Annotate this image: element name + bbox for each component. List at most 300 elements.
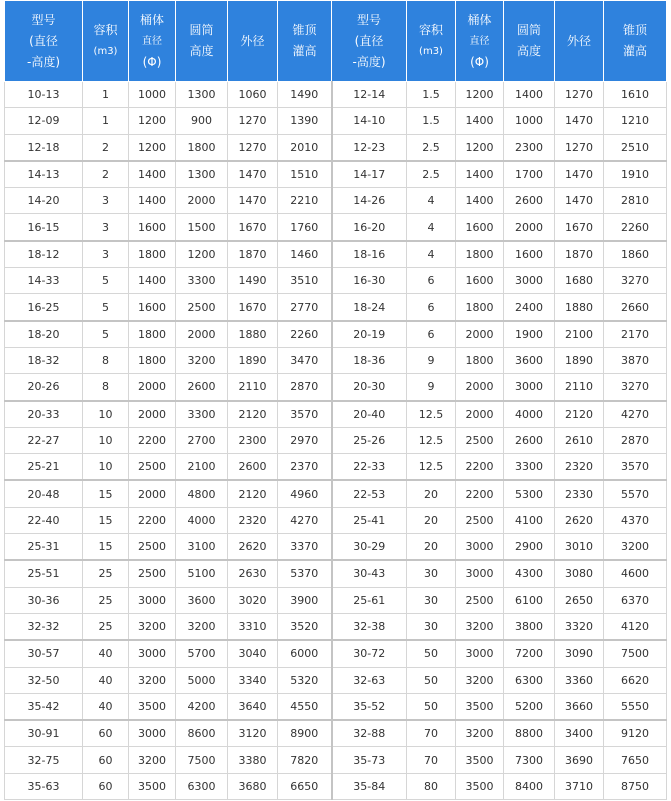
cell-outer-diameter: 1880 xyxy=(228,321,278,348)
cell-barrel-diameter: 1200 xyxy=(456,134,504,161)
cell-cone-top-height: 2660 xyxy=(604,294,667,321)
cell-model: 18-36 xyxy=(332,347,407,373)
cell-cylinder-height: 3100 xyxy=(176,534,228,561)
cell-outer-diameter: 1470 xyxy=(555,188,604,214)
cell-cone-top-height: 5370 xyxy=(278,560,332,587)
cell-outer-diameter: 2120 xyxy=(228,480,278,507)
cell-model: 18-24 xyxy=(332,294,407,321)
cell-volume: 70 xyxy=(407,720,456,747)
cell-outer-diameter: 1470 xyxy=(555,161,604,188)
cell-barrel-diameter: 2200 xyxy=(456,480,504,507)
cell-barrel-diameter: 1200 xyxy=(456,82,504,108)
header-cylinder-height: 圆筒 高度 xyxy=(176,1,228,82)
cell-outer-diameter: 1670 xyxy=(228,294,278,321)
cell-volume: 15 xyxy=(83,507,129,533)
cell-model: 35-52 xyxy=(332,693,407,720)
cell-cylinder-height: 3000 xyxy=(504,268,555,294)
cell-model: 35-63 xyxy=(5,773,83,799)
cell-volume: 50 xyxy=(407,667,456,693)
cell-cylinder-height: 2400 xyxy=(504,294,555,321)
table-row xyxy=(5,82,667,108)
cell-outer-diameter: 3310 xyxy=(228,613,278,640)
cell-model: 14-26 xyxy=(332,188,407,214)
cell-cone-top-height: 7650 xyxy=(604,747,667,773)
cell-barrel-diameter: 3200 xyxy=(129,667,176,693)
cell-model: 20-19 xyxy=(332,321,407,348)
cell-volume: 10 xyxy=(83,401,129,428)
cell-cone-top-height: 4960 xyxy=(278,480,332,507)
cell-model: 20-40 xyxy=(332,401,407,428)
cell-cylinder-height: 900 xyxy=(176,108,228,134)
cell-cone-top-height: 6000 xyxy=(278,640,332,667)
cell-cone-top-height: 2970 xyxy=(278,427,332,453)
cell-volume: 40 xyxy=(83,640,129,667)
cell-volume: 8 xyxy=(83,374,129,401)
cell-model: 20-30 xyxy=(332,374,407,401)
cell-volume: 15 xyxy=(83,480,129,507)
cell-barrel-diameter: 3500 xyxy=(456,773,504,799)
cell-model: 18-20 xyxy=(5,321,83,348)
cell-cylinder-height: 1700 xyxy=(504,161,555,188)
cell-barrel-diameter: 2000 xyxy=(456,401,504,428)
cell-cylinder-height: 2700 xyxy=(176,427,228,453)
cell-outer-diameter: 1470 xyxy=(228,161,278,188)
cell-volume: 3 xyxy=(83,188,129,214)
cell-model: 20-48 xyxy=(5,480,83,507)
cell-model: 22-33 xyxy=(332,454,407,481)
cell-outer-diameter: 3360 xyxy=(555,667,604,693)
cell-cylinder-height: 7500 xyxy=(176,747,228,773)
cell-barrel-diameter: 3200 xyxy=(456,667,504,693)
cell-cone-top-height: 6370 xyxy=(604,587,667,613)
table-row xyxy=(5,188,667,214)
cell-model: 25-31 xyxy=(5,534,83,561)
cell-cone-top-height: 3510 xyxy=(278,268,332,294)
cell-barrel-diameter: 1200 xyxy=(129,134,176,161)
cell-barrel-diameter: 1400 xyxy=(129,161,176,188)
cell-model: 12-14 xyxy=(332,82,407,108)
cell-cone-top-height: 4600 xyxy=(604,560,667,587)
cell-cone-top-height: 4270 xyxy=(604,401,667,428)
cell-cylinder-height: 1300 xyxy=(176,82,228,108)
header-barrel-diameter: 桶体 直径 (Φ) xyxy=(129,1,176,82)
table-row xyxy=(5,587,667,613)
cell-model: 18-12 xyxy=(5,241,83,268)
cell-barrel-diameter: 1400 xyxy=(456,108,504,134)
cell-cylinder-height: 5000 xyxy=(176,667,228,693)
table-row xyxy=(5,720,667,747)
cell-outer-diameter: 2320 xyxy=(555,454,604,481)
cell-outer-diameter: 2110 xyxy=(555,374,604,401)
cell-model: 30-91 xyxy=(5,720,83,747)
cell-barrel-diameter: 2000 xyxy=(129,480,176,507)
cell-cone-top-height: 1210 xyxy=(604,108,667,134)
cell-cone-top-height: 3900 xyxy=(278,587,332,613)
table-row xyxy=(5,773,667,799)
cell-barrel-diameter: 2200 xyxy=(456,454,504,481)
cell-outer-diameter: 1670 xyxy=(555,214,604,241)
cell-model: 25-51 xyxy=(5,560,83,587)
cell-volume: 20 xyxy=(407,480,456,507)
cell-model: 25-61 xyxy=(332,587,407,613)
table-row xyxy=(5,241,667,268)
cell-model: 32-50 xyxy=(5,667,83,693)
cell-volume: 30 xyxy=(407,560,456,587)
cell-cylinder-height: 8400 xyxy=(504,773,555,799)
cell-barrel-diameter: 2000 xyxy=(129,401,176,428)
cell-cylinder-height: 4800 xyxy=(176,480,228,507)
cell-cone-top-height: 6650 xyxy=(278,773,332,799)
cell-outer-diameter: 3660 xyxy=(555,693,604,720)
cell-volume: 25 xyxy=(83,613,129,640)
cell-cone-top-height: 5570 xyxy=(604,480,667,507)
cell-cone-top-height: 2170 xyxy=(604,321,667,348)
cell-cylinder-height: 1400 xyxy=(504,82,555,108)
cell-cone-top-height: 4120 xyxy=(604,613,667,640)
cell-cylinder-height: 7300 xyxy=(504,747,555,773)
cell-cylinder-height: 3300 xyxy=(176,401,228,428)
cell-volume: 50 xyxy=(407,640,456,667)
cell-volume: 12.5 xyxy=(407,454,456,481)
cell-volume: 2 xyxy=(83,134,129,161)
table-row xyxy=(5,480,667,507)
cell-volume: 1 xyxy=(83,108,129,134)
cell-cone-top-height: 3470 xyxy=(278,347,332,373)
cell-barrel-diameter: 3200 xyxy=(456,613,504,640)
cell-volume: 25 xyxy=(83,587,129,613)
cell-model: 18-16 xyxy=(332,241,407,268)
cell-model: 25-21 xyxy=(5,454,83,481)
cell-cylinder-height: 2000 xyxy=(176,321,228,348)
cell-barrel-diameter: 2000 xyxy=(129,374,176,401)
cell-barrel-diameter: 3000 xyxy=(456,640,504,667)
cell-cylinder-height: 1000 xyxy=(504,108,555,134)
cell-barrel-diameter: 2500 xyxy=(129,534,176,561)
table-row xyxy=(5,161,667,188)
cell-outer-diameter: 3010 xyxy=(555,534,604,561)
cell-cylinder-height: 5100 xyxy=(176,560,228,587)
cell-cone-top-height: 2870 xyxy=(604,427,667,453)
cell-cylinder-height: 3200 xyxy=(176,613,228,640)
cell-volume: 2.5 xyxy=(407,161,456,188)
cell-cylinder-height: 6300 xyxy=(176,773,228,799)
cell-outer-diameter: 1670 xyxy=(228,214,278,241)
cell-volume: 50 xyxy=(407,693,456,720)
cell-outer-diameter: 3380 xyxy=(228,747,278,773)
cell-volume: 3 xyxy=(83,214,129,241)
cell-cylinder-height: 3600 xyxy=(176,587,228,613)
cell-model: 35-73 xyxy=(332,747,407,773)
cell-outer-diameter: 3040 xyxy=(228,640,278,667)
cell-cone-top-height: 1760 xyxy=(278,214,332,241)
cell-cone-top-height: 3370 xyxy=(278,534,332,561)
header-barrel-diameter: 桶体 直径 (Φ) xyxy=(456,1,504,82)
table-row xyxy=(5,321,667,348)
cell-barrel-diameter: 2500 xyxy=(456,587,504,613)
cell-model: 30-36 xyxy=(5,587,83,613)
cell-barrel-diameter: 1800 xyxy=(129,347,176,373)
cell-barrel-diameter: 1600 xyxy=(456,214,504,241)
cell-model: 35-84 xyxy=(332,773,407,799)
cell-model: 14-13 xyxy=(5,161,83,188)
cell-barrel-diameter: 1800 xyxy=(456,294,504,321)
cell-volume: 12.5 xyxy=(407,401,456,428)
cell-cone-top-height: 3270 xyxy=(604,374,667,401)
cell-model: 16-25 xyxy=(5,294,83,321)
cell-barrel-diameter: 3500 xyxy=(129,693,176,720)
cell-model: 30-43 xyxy=(332,560,407,587)
cell-model: 22-27 xyxy=(5,427,83,453)
cell-model: 30-57 xyxy=(5,640,83,667)
cell-outer-diameter: 2320 xyxy=(228,507,278,533)
cell-volume: 5 xyxy=(83,268,129,294)
cell-cylinder-height: 2000 xyxy=(176,188,228,214)
cell-volume: 40 xyxy=(83,693,129,720)
cell-model: 16-20 xyxy=(332,214,407,241)
cell-cone-top-height: 1860 xyxy=(604,241,667,268)
cell-barrel-diameter: 3000 xyxy=(129,640,176,667)
cell-cylinder-height: 2900 xyxy=(504,534,555,561)
cell-cone-top-height: 2010 xyxy=(278,134,332,161)
cell-outer-diameter: 2100 xyxy=(555,321,604,348)
cell-barrel-diameter: 3500 xyxy=(129,773,176,799)
cell-outer-diameter: 1270 xyxy=(555,134,604,161)
cell-barrel-diameter: 3000 xyxy=(456,534,504,561)
cell-volume: 5 xyxy=(83,321,129,348)
cell-barrel-diameter: 2200 xyxy=(129,507,176,533)
cell-outer-diameter: 3400 xyxy=(555,720,604,747)
cell-outer-diameter: 3680 xyxy=(228,773,278,799)
table-row xyxy=(5,347,667,373)
cell-model: 14-20 xyxy=(5,188,83,214)
cell-volume: 6 xyxy=(407,268,456,294)
cell-cone-top-height: 2810 xyxy=(604,188,667,214)
table-row xyxy=(5,214,667,241)
cell-model: 20-26 xyxy=(5,374,83,401)
cell-volume: 20 xyxy=(407,534,456,561)
cell-barrel-diameter: 3500 xyxy=(456,747,504,773)
table-row xyxy=(5,294,667,321)
cell-model: 25-41 xyxy=(332,507,407,533)
header-row xyxy=(5,1,667,82)
cell-volume: 10 xyxy=(83,427,129,453)
table-row xyxy=(5,560,667,587)
cell-outer-diameter: 3640 xyxy=(228,693,278,720)
cell-barrel-diameter: 2500 xyxy=(456,507,504,533)
header-cone-top-height: 锥顶 灌高 xyxy=(604,1,667,82)
cell-outer-diameter: 1870 xyxy=(228,241,278,268)
cell-outer-diameter: 1270 xyxy=(555,82,604,108)
cell-barrel-diameter: 1800 xyxy=(456,241,504,268)
cell-outer-diameter: 2120 xyxy=(228,401,278,428)
cell-cone-top-height: 6620 xyxy=(604,667,667,693)
cell-barrel-diameter: 1200 xyxy=(129,108,176,134)
cell-outer-diameter: 1470 xyxy=(228,188,278,214)
cell-cone-top-height: 2260 xyxy=(604,214,667,241)
cell-barrel-diameter: 3000 xyxy=(129,587,176,613)
cell-cone-top-height: 2370 xyxy=(278,454,332,481)
cell-cylinder-height: 4000 xyxy=(176,507,228,533)
cell-volume: 70 xyxy=(407,747,456,773)
cell-cone-top-height: 9120 xyxy=(604,720,667,747)
cell-cone-top-height: 1610 xyxy=(604,82,667,108)
cell-model: 32-75 xyxy=(5,747,83,773)
cell-volume: 30 xyxy=(407,587,456,613)
cell-cylinder-height: 2600 xyxy=(176,374,228,401)
cell-model: 20-33 xyxy=(5,401,83,428)
table-row xyxy=(5,108,667,134)
cell-cylinder-height: 4300 xyxy=(504,560,555,587)
cell-cone-top-height: 1460 xyxy=(278,241,332,268)
cell-outer-diameter: 1870 xyxy=(555,241,604,268)
cell-model: 18-32 xyxy=(5,347,83,373)
cell-model: 12-18 xyxy=(5,134,83,161)
cell-outer-diameter: 3080 xyxy=(555,560,604,587)
cell-barrel-diameter: 1400 xyxy=(129,188,176,214)
cell-cone-top-height: 2510 xyxy=(604,134,667,161)
cell-barrel-diameter: 3000 xyxy=(129,720,176,747)
cell-outer-diameter: 2300 xyxy=(228,427,278,453)
cell-cone-top-height: 2210 xyxy=(278,188,332,214)
cell-cone-top-height: 3570 xyxy=(604,454,667,481)
cell-cone-top-height: 7500 xyxy=(604,640,667,667)
cell-volume: 9 xyxy=(407,347,456,373)
cell-outer-diameter: 3690 xyxy=(555,747,604,773)
table-row xyxy=(5,613,667,640)
cell-cylinder-height: 3300 xyxy=(176,268,228,294)
cell-model: 32-38 xyxy=(332,613,407,640)
cell-cylinder-height: 2100 xyxy=(176,454,228,481)
cell-outer-diameter: 1880 xyxy=(555,294,604,321)
cell-outer-diameter: 1490 xyxy=(228,268,278,294)
cell-outer-diameter: 2620 xyxy=(228,534,278,561)
cell-barrel-diameter: 2200 xyxy=(129,427,176,453)
header-outer-diameter: 外径 xyxy=(228,1,278,82)
cell-cone-top-height: 1910 xyxy=(604,161,667,188)
cell-cone-top-height: 4370 xyxy=(604,507,667,533)
cell-outer-diameter: 3090 xyxy=(555,640,604,667)
cell-volume: 60 xyxy=(83,773,129,799)
cell-model: 12-09 xyxy=(5,108,83,134)
cell-outer-diameter: 1270 xyxy=(228,134,278,161)
cell-cone-top-height: 1390 xyxy=(278,108,332,134)
cell-volume: 60 xyxy=(83,720,129,747)
cell-outer-diameter: 1890 xyxy=(228,347,278,373)
cell-cylinder-height: 3000 xyxy=(504,374,555,401)
table-row xyxy=(5,374,667,401)
cell-cone-top-height: 3270 xyxy=(604,268,667,294)
cell-volume: 30 xyxy=(407,613,456,640)
cell-barrel-diameter: 2500 xyxy=(129,560,176,587)
cell-model: 30-72 xyxy=(332,640,407,667)
cell-cylinder-height: 2500 xyxy=(176,294,228,321)
table-row xyxy=(5,401,667,428)
table-row xyxy=(5,427,667,453)
cell-barrel-diameter: 1000 xyxy=(129,82,176,108)
cell-volume: 8 xyxy=(83,347,129,373)
cell-outer-diameter: 3320 xyxy=(555,613,604,640)
cell-cylinder-height: 5700 xyxy=(176,640,228,667)
cell-cylinder-height: 2600 xyxy=(504,427,555,453)
cell-volume: 9 xyxy=(407,374,456,401)
cell-cylinder-height: 2000 xyxy=(504,214,555,241)
header-cone-top-height: 锥顶 灌高 xyxy=(278,1,332,82)
cell-barrel-diameter: 3500 xyxy=(456,693,504,720)
cell-volume: 6 xyxy=(407,294,456,321)
cell-cylinder-height: 3300 xyxy=(504,454,555,481)
cell-cylinder-height: 1900 xyxy=(504,321,555,348)
cell-cylinder-height: 4000 xyxy=(504,401,555,428)
header-model: 型号 (直径 -高度) xyxy=(332,1,407,82)
cell-barrel-diameter: 3200 xyxy=(129,747,176,773)
header-model: 型号 (直径 -高度) xyxy=(5,1,83,82)
cell-cylinder-height: 1300 xyxy=(176,161,228,188)
cell-cone-top-height: 1510 xyxy=(278,161,332,188)
cell-cone-top-height: 3870 xyxy=(604,347,667,373)
cell-model: 10-13 xyxy=(5,82,83,108)
cell-cylinder-height: 4100 xyxy=(504,507,555,533)
table-row xyxy=(5,507,667,533)
table-row xyxy=(5,454,667,481)
cell-barrel-diameter: 1800 xyxy=(129,241,176,268)
cell-cylinder-height: 1200 xyxy=(176,241,228,268)
cell-outer-diameter: 1890 xyxy=(555,347,604,373)
cell-model: 14-17 xyxy=(332,161,407,188)
header-volume: 容积 (m3) xyxy=(407,1,456,82)
cell-volume: 1.5 xyxy=(407,82,456,108)
table-row xyxy=(5,640,667,667)
cell-outer-diameter: 3120 xyxy=(228,720,278,747)
cell-cylinder-height: 2600 xyxy=(504,188,555,214)
cell-cylinder-height: 1800 xyxy=(176,134,228,161)
cell-barrel-diameter: 3200 xyxy=(129,613,176,640)
cell-barrel-diameter: 3200 xyxy=(456,720,504,747)
cell-outer-diameter: 2630 xyxy=(228,560,278,587)
cell-cylinder-height: 5300 xyxy=(504,480,555,507)
cell-barrel-diameter: 1800 xyxy=(129,321,176,348)
cell-outer-diameter: 3340 xyxy=(228,667,278,693)
cell-cone-top-height: 3200 xyxy=(604,534,667,561)
cell-model: 22-53 xyxy=(332,480,407,507)
cell-barrel-diameter: 2000 xyxy=(456,374,504,401)
cell-cylinder-height: 8800 xyxy=(504,720,555,747)
header-outer-diameter: 外径 xyxy=(555,1,604,82)
cell-outer-diameter: 3020 xyxy=(228,587,278,613)
cell-model: 16-30 xyxy=(332,268,407,294)
table-row xyxy=(5,747,667,773)
cell-barrel-diameter: 1400 xyxy=(129,268,176,294)
cell-outer-diameter: 2110 xyxy=(228,374,278,401)
cell-barrel-diameter: 1600 xyxy=(456,268,504,294)
cell-barrel-diameter: 1400 xyxy=(456,188,504,214)
cell-model: 22-40 xyxy=(5,507,83,533)
cell-cylinder-height: 6100 xyxy=(504,587,555,613)
table-row xyxy=(5,693,667,720)
cell-volume: 20 xyxy=(407,507,456,533)
cell-cone-top-height: 8750 xyxy=(604,773,667,799)
table-row xyxy=(5,667,667,693)
cell-volume: 80 xyxy=(407,773,456,799)
cell-volume: 4 xyxy=(407,241,456,268)
cell-barrel-diameter: 1600 xyxy=(129,294,176,321)
cell-outer-diameter: 1470 xyxy=(555,108,604,134)
header-volume: 容积 (m3) xyxy=(83,1,129,82)
cell-outer-diameter: 2600 xyxy=(228,454,278,481)
cell-cone-top-height: 2770 xyxy=(278,294,332,321)
cell-outer-diameter: 1270 xyxy=(228,108,278,134)
cell-cylinder-height: 7200 xyxy=(504,640,555,667)
cell-barrel-diameter: 2500 xyxy=(129,454,176,481)
